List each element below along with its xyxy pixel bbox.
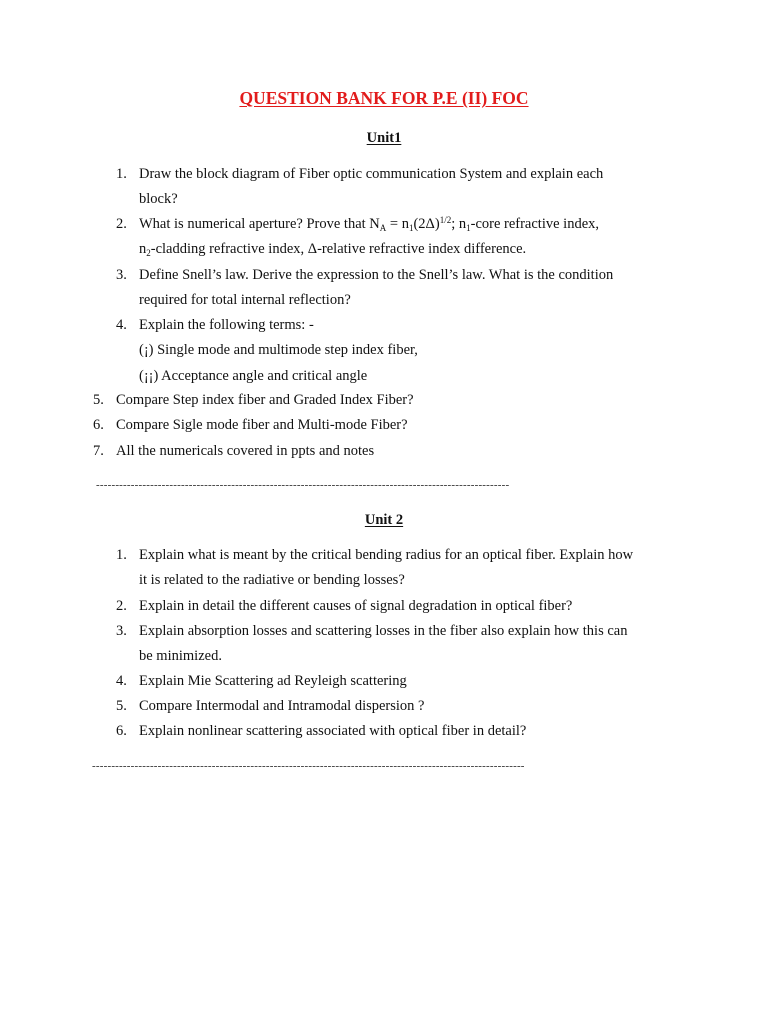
question-number: 7. [93, 443, 104, 459]
question-text: be minimized. [139, 648, 222, 664]
question-number: 4. [116, 317, 127, 333]
question-number: 5. [93, 392, 104, 408]
question-number: 4. [116, 673, 127, 689]
question-text: What is numerical aperture? Prove that $N_A = n_1(2\Delta)^{1/2}$; $n_1$-core refractive index, [139, 215, 600, 233]
question-number: 3. [116, 267, 127, 283]
question-text: $n_2$-cladding refractive index, Δ-relative refractive index difference. [139, 241, 527, 258]
section-separator: ----------------------------------------------------------------------------------------------------------- [96, 479, 510, 491]
question-text: Compare Intermodal and Intramodal dispersion ? [139, 698, 425, 714]
unit1-heading: Unit1 [366, 130, 402, 146]
question-number: 6. [93, 417, 104, 433]
question-number: 1. [116, 166, 127, 182]
sub-item-ii: (¡¡) Acceptance angle and critical angle [139, 368, 368, 384]
question-number: 6. [116, 723, 127, 739]
question-text: Explain in detail the different causes of signal degradation in optical fiber? [139, 598, 573, 614]
question-text: Explain the following terms: - [139, 317, 314, 333]
question-text: All the numericals covered in ppts and notes [116, 443, 375, 459]
question-text: Define Snell’s law. Derive the expression to the Snell’s law. What is the condition [139, 267, 614, 283]
question-number: 1. [116, 547, 127, 563]
question-number: 5. [116, 698, 127, 714]
question-text: Compare Step index fiber and Graded Index Fiber? [116, 392, 414, 408]
page-title: QUESTION BANK FOR P.E (II) FOC [239, 88, 529, 108]
question-text: Compare Sigle mode fiber and Multi-mode Fiber? [116, 417, 408, 433]
question-text: Explain Mie Scattering ad Reyleigh scattering [139, 673, 407, 689]
question-text: Explain absorption losses and scattering losses in the fiber also explain how this can [139, 623, 628, 639]
question-number: 3. [116, 623, 127, 639]
unit2-heading: Unit 2 [364, 512, 404, 528]
question-number: 2. [116, 598, 127, 614]
sub-item-i: (¡) Single mode and multimode step index fiber, [139, 342, 418, 358]
question-text: Explain what is meant by the critical bending radius for an optical fiber. Explain how [139, 547, 634, 563]
question-text: block? [139, 191, 178, 207]
section-separator: ---------------------------------------------------------------------------------------------------------------- [92, 760, 525, 772]
question-number: 2. [116, 216, 127, 232]
question-text: Draw the block diagram of Fiber optic communication System and explain each [139, 166, 604, 182]
question-text: it is related to the radiative or bending losses? [139, 572, 405, 588]
question-text: required for total internal reflection? [139, 292, 351, 308]
question-text: Explain nonlinear scattering associated with optical fiber in detail? [139, 723, 527, 739]
